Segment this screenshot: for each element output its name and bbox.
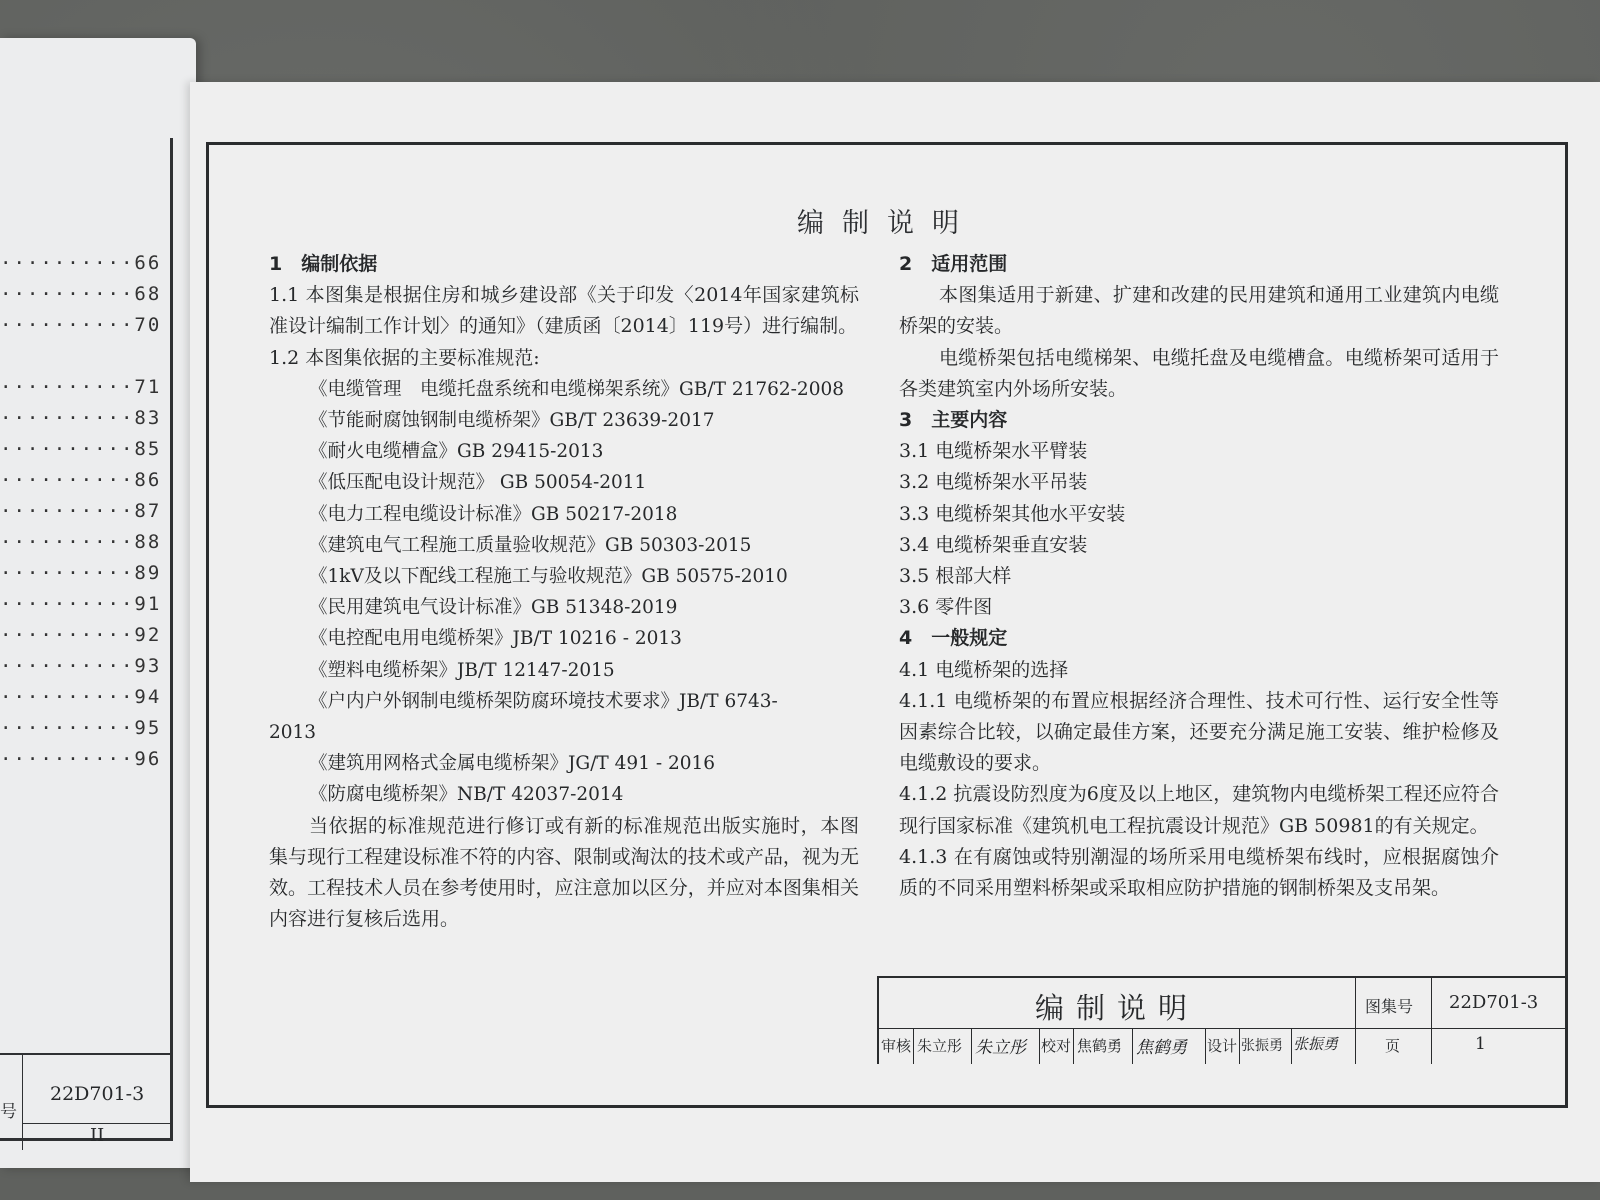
- standard-item: 《耐火电缆槽盒》GB 29415-2013: [309, 441, 604, 463]
- standard-item: 《户内户外钢制电缆桥架防腐环境技术要求》JB/T 6743-: [309, 690, 778, 712]
- left-column: [269, 249, 859, 935]
- page-number: 1: [1475, 1034, 1486, 1054]
- content-item: 3.1 电缆桥架水平臂装: [899, 440, 1088, 463]
- right-column: [899, 249, 1499, 904]
- section-4-1-3: 4.1.3 在有腐蚀或特别潮湿的场所采用电缆桥架布线时，应根据腐蚀介质的不同采用塑料桥架或采取相应防护措施的钢制桥架及支吊架。: [899, 845, 1499, 900]
- title-block: [877, 976, 1567, 1064]
- atlas-code: 22D701-3: [1449, 992, 1539, 1013]
- section-1-2: 1.2 本图集依据的主要标准规范:: [269, 346, 540, 369]
- review-label: 审核: [881, 1037, 912, 1055]
- content-item: 3.2 电缆桥架水平吊装: [899, 471, 1088, 494]
- toc-entry: ··········95: [0, 717, 162, 739]
- reviewer-name: 朱立彤: [917, 1037, 963, 1055]
- standard-item-continued: 2013: [269, 722, 317, 744]
- section-2-paragraph-2: 电缆桥架包括电缆梯架、电缆托盘及电缆槽盒。电缆桥架可适用于各类建筑室内外场所安装。: [899, 346, 1499, 400]
- standard-item: 《电控配电用电缆桥架》JB/T 10216 - 2013: [309, 628, 682, 650]
- toc-entry: ··········88: [0, 531, 162, 553]
- design-label: 设计: [1207, 1037, 1238, 1055]
- left-page-number: II: [90, 1125, 105, 1146]
- toc-entry: ··········66: [0, 252, 162, 274]
- section-4-heading: 4 一般规定: [899, 627, 1008, 650]
- standard-item: 《节能耐腐蚀钢制电缆桥架》GB/T 23639-2017: [309, 410, 715, 432]
- standard-item: 《电力工程电缆设计标准》GB 50217-2018: [309, 503, 678, 525]
- page-title: 编制说明: [797, 208, 977, 239]
- right-page: [190, 82, 1600, 1182]
- standard-item: 《塑料电缆桥架》JB/T 12147-2015: [309, 659, 615, 681]
- toc-entry: ··········70: [0, 314, 162, 336]
- checker-signature: 焦鹤勇: [1136, 1038, 1187, 1058]
- designer-signature: 张振勇: [1293, 1035, 1339, 1053]
- checker-name: 焦鹤勇: [1077, 1037, 1123, 1055]
- toc-entry: ··········87: [0, 500, 162, 522]
- content-item: 3.4 电缆桥架垂直安装: [899, 533, 1088, 556]
- title-block-title: 编制说明: [1034, 991, 1199, 1025]
- section-4-1-2: 4.1.2 抗震设防烈度为6度及以上地区，建筑物内电缆桥架工程还应符合现行国家标准《建筑机电工程抗震设计规范》GB 50981的有关规定。: [899, 783, 1499, 837]
- designer-name: 张振勇: [1241, 1038, 1283, 1054]
- toc-entry: ··········96: [0, 748, 162, 770]
- atlas-label: 图集号: [1365, 997, 1414, 1016]
- content-item: 3.3 电缆桥架其他水平安装: [899, 502, 1126, 525]
- toc-entry: ··········92: [0, 624, 162, 646]
- toc-entry: ··········86: [0, 469, 162, 491]
- standard-item: 《1kV及以下配线工程施工与验收规范》GB 50575-2010: [309, 566, 788, 588]
- toc-entry: ··········68: [0, 283, 162, 305]
- toc-entry: ··········83: [0, 407, 162, 429]
- toc-entry: ··········94: [0, 686, 162, 708]
- standard-item: 《低压配电设计规范》 GB 50054-2011: [309, 472, 647, 494]
- content-item: 3.5 根部大样: [899, 565, 1012, 588]
- left-code-label: 号: [0, 1102, 17, 1122]
- standard-item: 《民用建筑电气设计标准》GB 51348-2019: [309, 597, 678, 619]
- section-1-heading: 1 编制依据: [269, 253, 378, 275]
- reviewer-signature: 朱立彤: [975, 1038, 1026, 1058]
- left-page: [0, 38, 196, 1168]
- standard-item: 《防腐电缆桥架》NB/T 42037-2014: [309, 784, 624, 806]
- check-label: 校对: [1041, 1037, 1072, 1055]
- toc-entry: ··········89: [0, 562, 162, 584]
- closing-paragraph: 当依据的标准规范进行修订或有新的标准规范出版实施时，本图集与现行工程建设标准不符的内容、限制或淘汰的技术或产品，视为无效。工程技术人员在参考使用时，应注意加以区分，并应对本图集相关内容进行复核后选用。: [269, 814, 859, 931]
- content-item: 3.6 零件图: [899, 596, 993, 619]
- section-3-heading: 3 主要内容: [899, 409, 1008, 432]
- page-label: 页: [1385, 1037, 1401, 1055]
- section-2-heading: 2 适用范围: [899, 253, 1008, 275]
- standard-item: 《电缆管理 电缆托盘系统和电缆梯架系统》GB/T 21762-2008: [309, 378, 845, 400]
- toc-entry: ··········91: [0, 593, 162, 615]
- drawing-frame: [206, 142, 1568, 1108]
- section-1-1: 1.1 本图集是根据住房和城乡建设部《关于印发〈2014年国家建筑标准设计编制工作计划〉的通知》（建质函〔2014〕119号）进行编制。: [269, 284, 859, 338]
- standard-item: 《建筑电气工程施工质量验收规范》GB 50303-2015: [309, 534, 752, 556]
- toc-entry: ··········71: [0, 376, 162, 398]
- toc-entry: ··········93: [0, 655, 162, 677]
- left-title-block: [0, 1053, 170, 1150]
- section-4-1-1: 4.1.1 电缆桥架的布置应根据经济合理性、技术可行性、运行安全性等因素综合比较，以确定最佳方案，还要充分满足施工安装、维护检修及电缆敷设的要求。: [899, 689, 1499, 775]
- section-2-paragraph-1: 本图集适用于新建、扩建和改建的民用建筑和通用工业建筑内电缆桥架的安装。: [899, 284, 1499, 338]
- left-atlas-code: 22D701-3: [50, 1083, 145, 1105]
- toc-entry: ··········85: [0, 438, 162, 460]
- standard-item: 《建筑用网格式金属电缆桥架》JG/T 491 - 2016: [309, 753, 716, 775]
- section-4-1: 4.1 电缆桥架的选择: [899, 658, 1069, 681]
